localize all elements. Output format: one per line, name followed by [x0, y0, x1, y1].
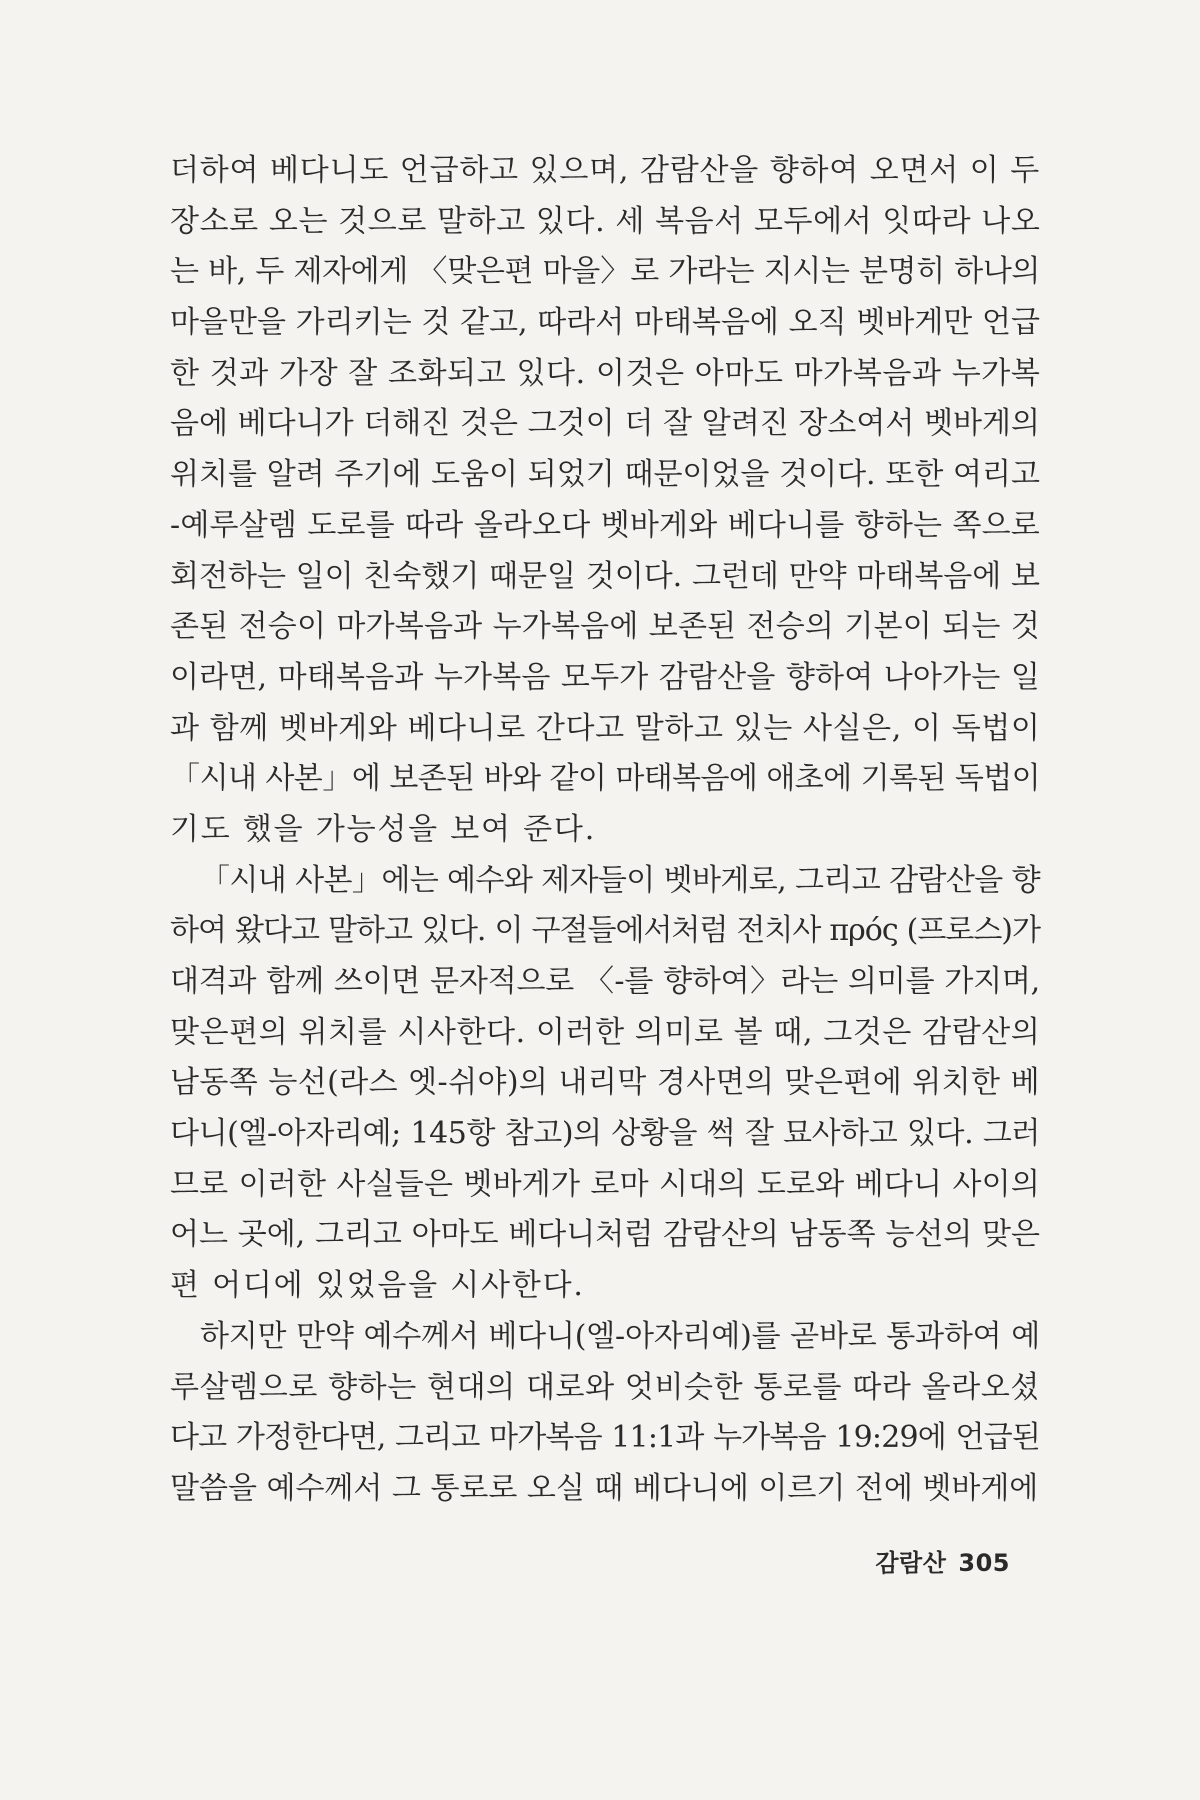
page-number: 305 [958, 1549, 1010, 1577]
text-line: 과 함께 벳바게와 베다니로 간다고 말하고 있는 사실은, 이 독법이 [170, 710, 1041, 746]
text-line: 루살렘으로 향하는 현대의 대로와 엇비슷한 통로를 따라 올라오셨 [170, 1369, 1040, 1405]
body-text [170, 146, 1040, 1515]
text-line: 이라면, 마태복음과 누가복음 모두가 감람산을 향하여 나아가는 일 [170, 659, 1040, 695]
text-line: 다니(엘-아자리예; 145항 참고)의 상황을 썩 잘 묘사하고 있다. 그러 [170, 1116, 1040, 1152]
text-line: 존된 전승이 마가복음과 누가복음에 보존된 전승의 기본이 되는 것 [170, 609, 1040, 645]
text-line: 는 바, 두 제자에게 〈맞은편 마을〉로 가라는 지시는 분명히 하나의 [170, 254, 1040, 290]
text-line: 대격과 함께 쓰이면 문자적으로 〈-를 향하여〉라는 의미를 가지며, [170, 964, 1040, 999]
text-line: 회전하는 일이 친숙했기 때문일 것이다. 그런데 만약 마태복음에 보 [170, 558, 1040, 594]
text-line: -예루살렘 도로를 따라 올라오다 벳바게와 베다니를 향하는 쪽으로 [170, 507, 1040, 543]
text-line: 어느 곳에, 그리고 아마도 베다니처럼 감람산의 남동쪽 능선의 맞은 [170, 1217, 1040, 1253]
paragraph [170, 856, 1040, 1312]
text-line: 위치를 알려 주기에 도움이 되었기 때문이었을 것이다. 또한 여리고 [170, 457, 1040, 493]
text-line: 하여 왔다고 말하고 있다. 이 구절들에서처럼 전치사 πρός (프로스)가 [170, 913, 1040, 949]
text-line: 한 것과 가장 잘 조화되고 있다. 이것은 아마도 마가복음과 누가복 [170, 355, 1041, 391]
paragraph [170, 146, 1040, 856]
text-line: 음에 베다니가 더해진 것은 그것이 더 잘 알려진 장소여서 벳바게의 [170, 406, 1040, 442]
text-line: 「시내 사본」에 보존된 바와 같이 마태복음에 애초에 기록된 독법이 [170, 761, 1040, 797]
text-line: 「시내 사본」에는 예수와 제자들이 벳바게로, 그리고 감람산을 향 [200, 862, 1040, 898]
text-line: 마을만을 가리키는 것 같고, 따라서 마태복음에 오직 벳바게만 언급 [170, 305, 1040, 341]
text-line: 므로 이러한 사실들은 벳바게가 로마 시대의 도로와 베다니 사이의 [170, 1166, 1040, 1202]
text-line: 편 어디에 있었음을 시사한다. [170, 1268, 585, 1304]
text-line: 다고 가정한다면, 그리고 마가복음 11:1과 누가복음 19:29에 언급된 [170, 1420, 1040, 1456]
text-line: 장소로 오는 것으로 말하고 있다. 세 복음서 모두에서 잇따라 나오 [170, 203, 1041, 239]
text-line: 남동쪽 능선(라스 엣-쉬야)의 내리막 경사면의 맞은편에 위치한 베 [170, 1065, 1040, 1101]
text-line: 말씀을 예수께서 그 통로로 오실 때 베다니에 이르기 전에 벳바게에 [170, 1470, 1039, 1506]
text-line: 맞은편의 위치를 시사한다. 이러한 의미로 볼 때, 그것은 감람산의 [170, 1014, 1041, 1050]
text-line: 더하여 베다니도 언급하고 있으며, 감람산을 향하여 오면서 이 두 [170, 153, 1040, 188]
text-line: 기도 했을 가능성을 보여 준다. [170, 811, 597, 847]
paragraph [170, 1312, 1040, 1515]
running-title: 감람산 [875, 1549, 947, 1577]
text-line: 하지만 만약 예수께서 베다니(엘-아자리예)를 곧바로 통과하여 예 [200, 1318, 1040, 1354]
page-footer [875, 1543, 1010, 1578]
